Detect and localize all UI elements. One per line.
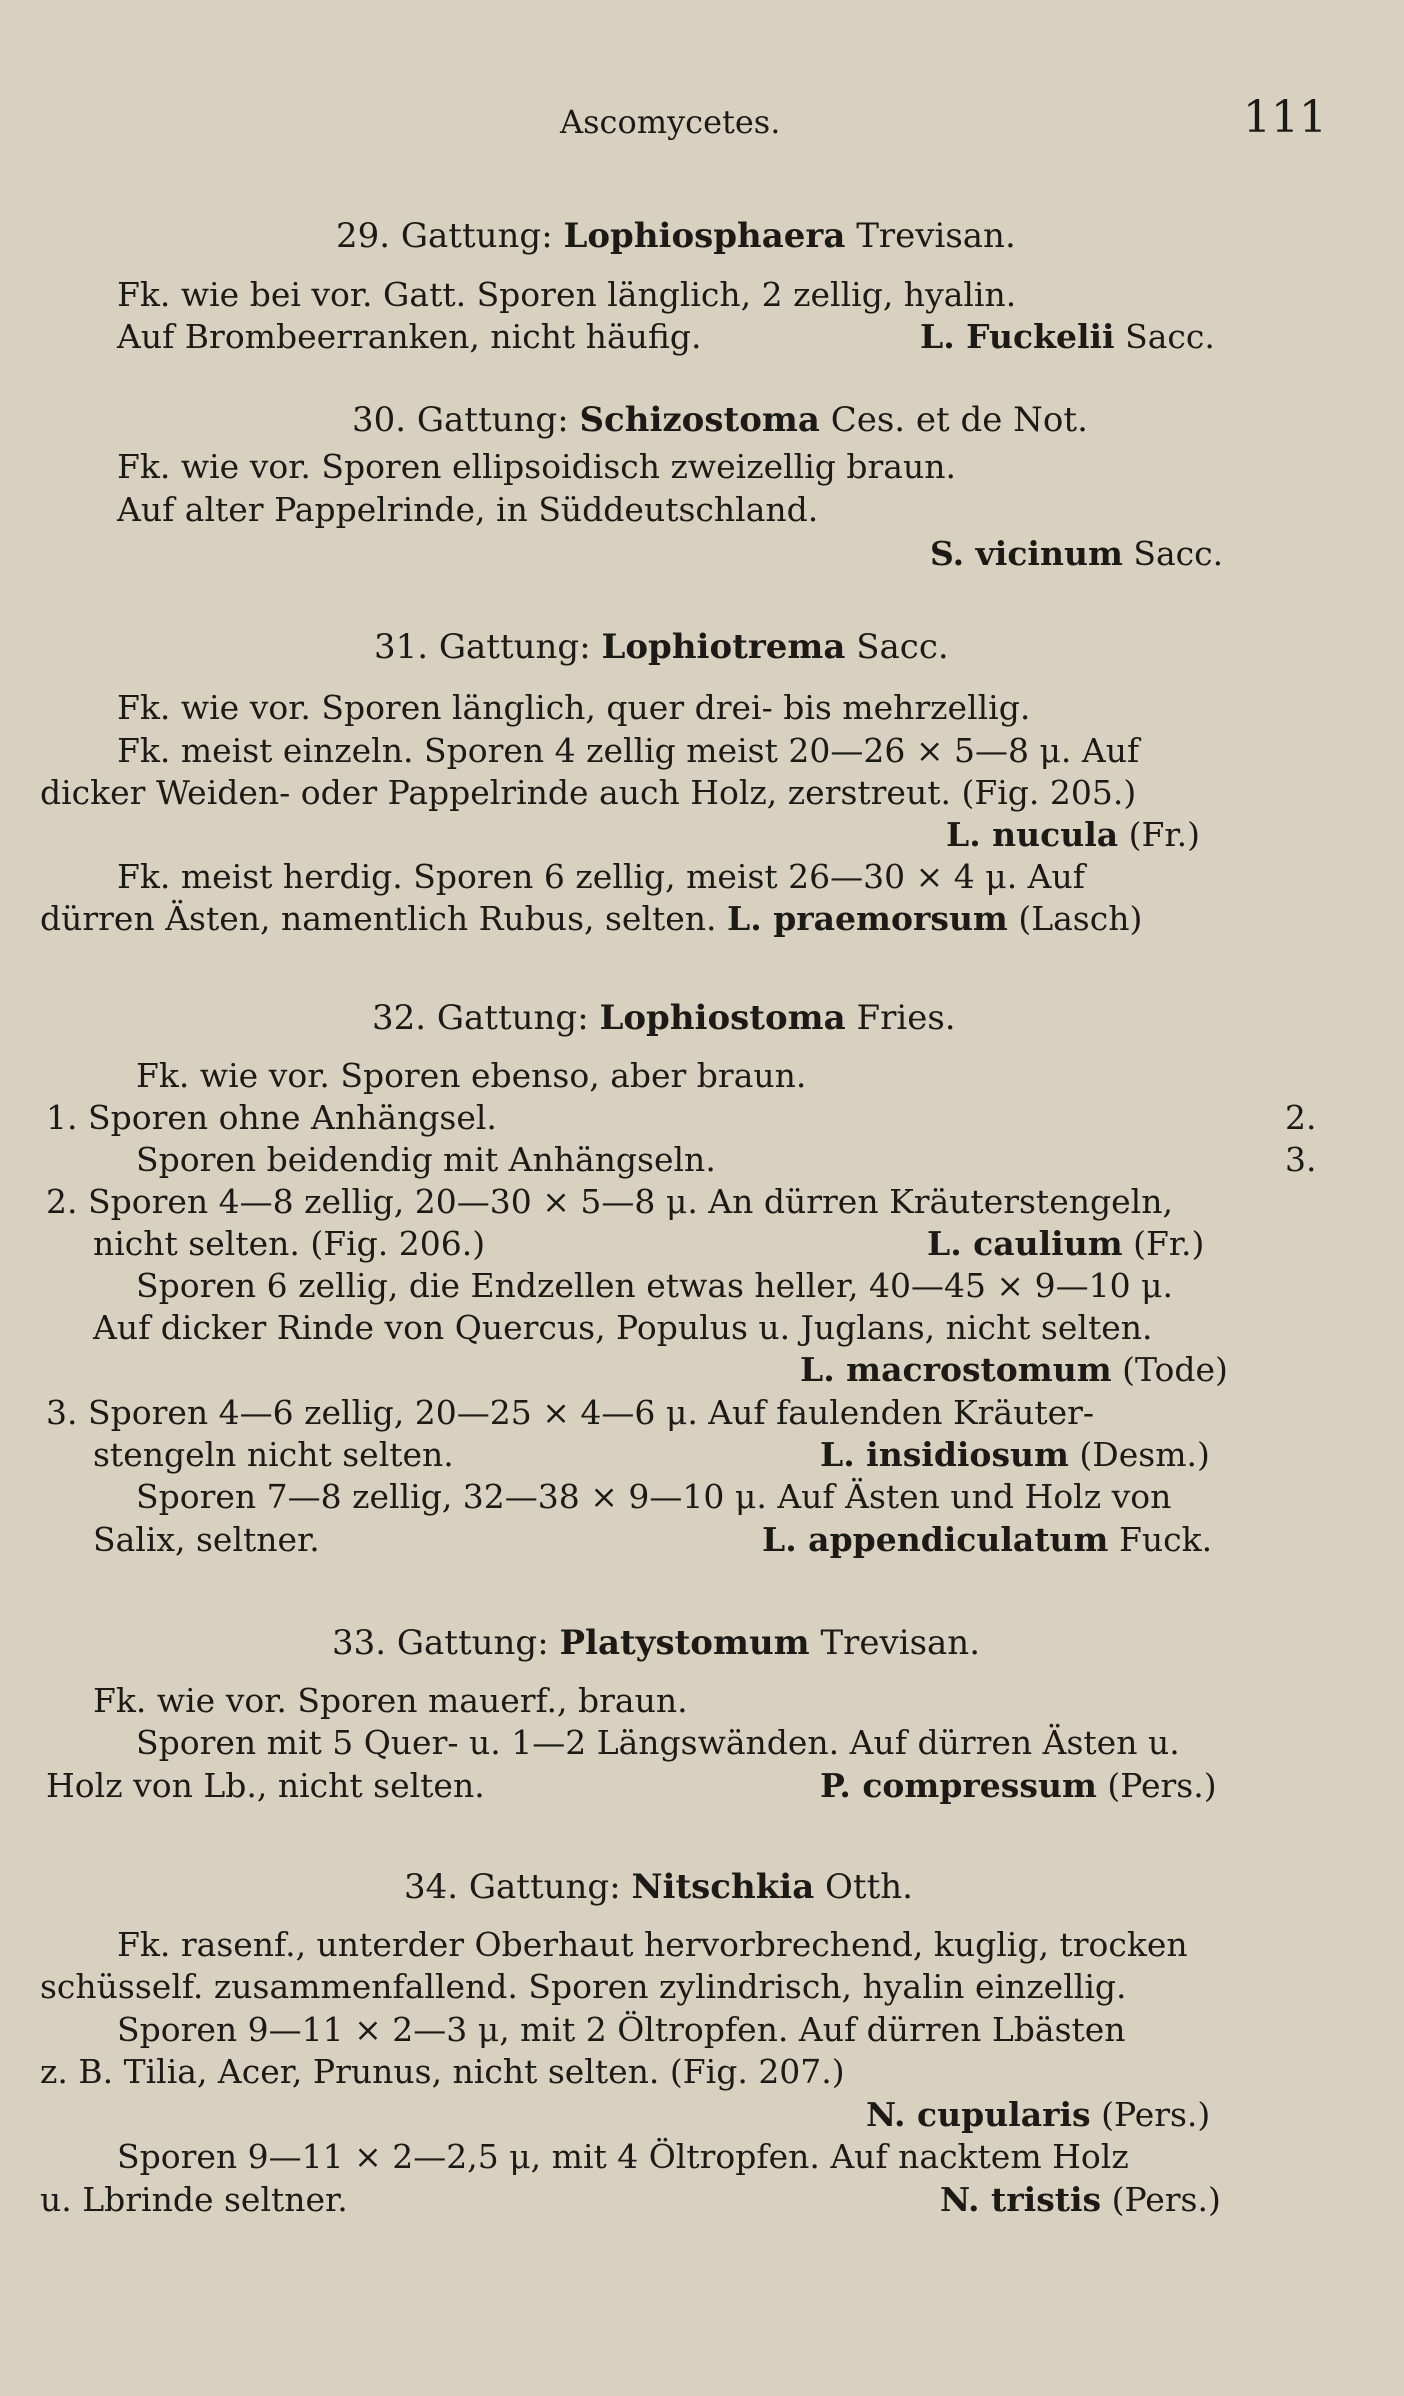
- page-number: 111: [1243, 92, 1327, 143]
- species-name: P. compressum (Pers.): [820, 1766, 1217, 1805]
- text-line: Holz von Lb., nicht selten.: [46, 1766, 485, 1805]
- key-line: Salix, seltner.: [93, 1520, 320, 1559]
- key-ref: 3.: [1285, 1140, 1317, 1179]
- text-line: Fk. wie bei vor. Gatt. Sporen länglich, 2 zellig, hyalin.: [117, 275, 1017, 314]
- species-name: L. macrostomum (Tode): [800, 1350, 1228, 1389]
- text-line: Sporen 9—11 × 2—3 μ, mit 2 Öltropfen. Auf dürren Lbästen: [117, 2010, 1126, 2049]
- key-line: nicht selten. (Fig. 206.): [93, 1224, 486, 1263]
- text-line: Auf Brombeerranken, nicht häufig.: [117, 317, 702, 356]
- species-name: L. insidiosum (Desm.): [820, 1435, 1210, 1474]
- key-ref: 2.: [1285, 1098, 1317, 1137]
- text-line: u. Lbrinde seltner.: [40, 2180, 348, 2219]
- species-name: L. Fuckelii Sacc.: [920, 317, 1215, 356]
- key-line: stengeln nicht selten.: [93, 1435, 454, 1474]
- heading-gattung-33: 33. Gattung: Platystomum Trevisan.: [332, 1623, 981, 1663]
- key-line: Sporen 6 zellig, die Endzellen etwas heller, 40—45 × 9—10 μ.: [136, 1266, 1173, 1305]
- key-line: Auf dicker Rinde von Quercus, Populus u. Juglans, nicht selten.: [93, 1308, 1153, 1347]
- text-line: schüsself. zusammenfallend. Sporen zylindrisch, hyalin einzellig.: [40, 1967, 1127, 2006]
- species-name: N. cupularis (Pers.): [866, 2095, 1211, 2134]
- text-line: Fk. wie vor. Sporen ebenso, aber braun.: [136, 1056, 807, 1095]
- species-name: L. caulium (Fr.): [927, 1224, 1205, 1263]
- text-line: z. B. Tilia, Acer, Prunus, nicht selten. (Fig. 207.): [40, 2052, 845, 2091]
- running-header: Ascomycetes.: [560, 103, 781, 141]
- heading-gattung-29: 29. Gattung: Lophiosphaera Trevisan.: [336, 216, 1016, 256]
- heading-gattung-30: 30. Gattung: Schizostoma Ces. et de Not.: [352, 400, 1088, 440]
- text-line: dürren Ästen, namentlich Rubus, selten. L. praemorsum (Lasch): [40, 899, 1143, 938]
- heading-gattung-34: 34. Gattung: Nitschkia Otth.: [404, 1867, 913, 1907]
- text-line: Sporen 9—11 × 2—2,5 μ, mit 4 Öltropfen. Auf nacktem Holz: [117, 2137, 1129, 2176]
- species-name: L. nucula (Fr.): [946, 815, 1200, 854]
- text-line: Fk. wie vor. Sporen ellipsoidisch zweizellig braun.: [117, 447, 956, 486]
- text-line: Fk. wie vor. Sporen mauerf., braun.: [93, 1681, 688, 1720]
- key-line: Sporen beidendig mit Anhängseln.: [136, 1140, 716, 1179]
- text-line: Fk. wie vor. Sporen länglich, quer drei- bis mehrzellig.: [117, 688, 1031, 727]
- heading-gattung-32: 32. Gattung: Lophiostoma Fries.: [372, 998, 956, 1038]
- species-name: L. appendiculatum Fuck.: [762, 1520, 1213, 1559]
- key-line: Sporen 7—8 zellig, 32—38 × 9—10 μ. Auf Ästen und Holz von: [136, 1477, 1172, 1516]
- heading-gattung-31: 31. Gattung: Lophiotrema Sacc.: [374, 627, 949, 667]
- text-line: Sporen mit 5 Quer- u. 1—2 Längswänden. Auf dürren Ästen u.: [136, 1723, 1180, 1762]
- key-line: 3. Sporen 4—6 zellig, 20—25 × 4—6 μ. Auf faulenden Kräuter-: [46, 1393, 1095, 1432]
- text-line: Auf alter Pappelrinde, in Süddeutschland.: [117, 490, 819, 529]
- text-line: Fk. rasenf., unterder Oberhaut hervorbrechend, kuglig, trocken: [117, 1925, 1188, 1964]
- text-line: Fk. meist einzeln. Sporen 4 zellig meist 20—26 × 5—8 μ. Auf: [117, 731, 1140, 770]
- key-line: 1. Sporen ohne Anhängsel.: [46, 1098, 497, 1137]
- species-name: N. tristis (Pers.): [940, 2180, 1221, 2219]
- text-line: Fk. meist herdig. Sporen 6 zellig, meist 26—30 × 4 μ. Auf: [117, 857, 1085, 896]
- species-name: S. vicinum Sacc.: [930, 534, 1224, 573]
- text-line: dicker Weiden- oder Pappelrinde auch Holz, zerstreut. (Fig. 205.): [40, 773, 1137, 812]
- key-line: 2. Sporen 4—8 zellig, 20—30 × 5—8 μ. An dürren Kräuterstengeln,: [46, 1182, 1173, 1221]
